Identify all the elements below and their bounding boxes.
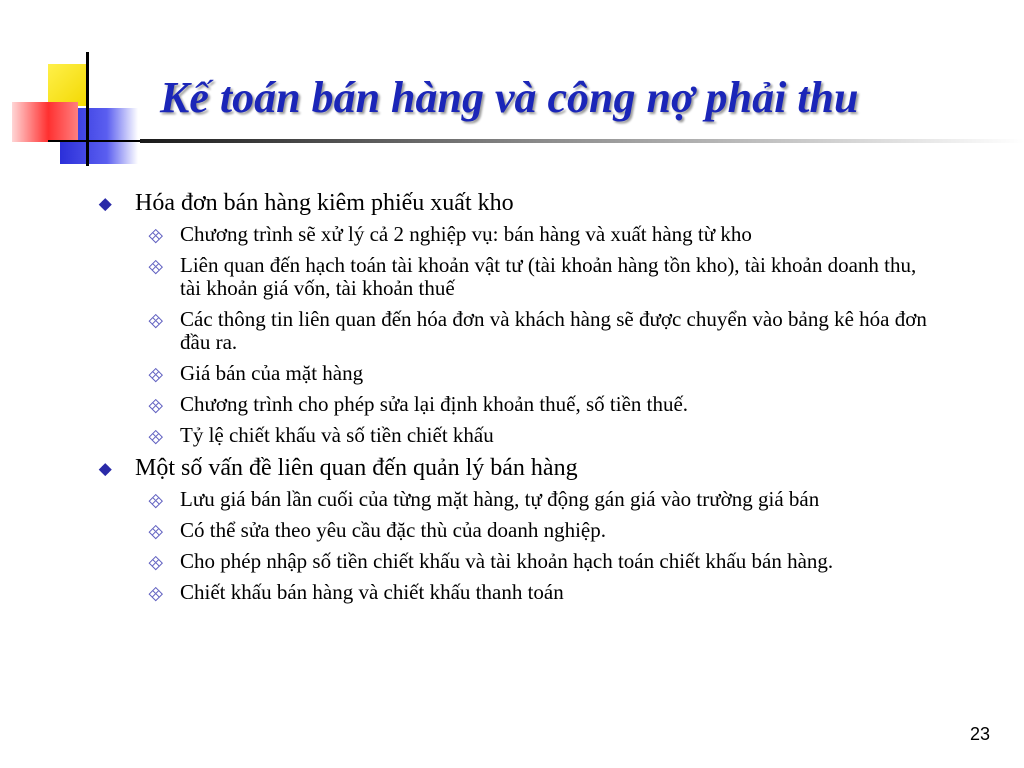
bullet-text: Hóa đơn bán hàng kiêm phiếu xuất kho [135, 190, 514, 216]
outline-diamond-bullet-icon [150, 369, 160, 379]
bullet-level2 [100, 519, 930, 542]
title-underline [140, 139, 1024, 143]
outline-diamond-bullet-icon [150, 588, 160, 598]
outline-diamond-bullet-icon [150, 400, 160, 410]
bullet-level2 [100, 581, 930, 604]
decor-vertical-line [86, 52, 89, 166]
outline-diamond-bullet-icon [150, 526, 160, 536]
bullet-text: Có thể sửa theo yêu cầu đặc thù của doanh nghiệp. [180, 518, 606, 542]
outline-diamond-bullet-icon [150, 431, 160, 441]
bullet-text: Chiết khấu bán hàng và chiết khấu thanh toán [180, 580, 564, 604]
page-number: 23 [969, 724, 990, 744]
bullet-level1 [100, 455, 930, 482]
bullet-level2 [100, 223, 930, 246]
bullet-text: Chương trình cho phép sửa lại định khoản thuế, số tiền thuế. [180, 392, 689, 416]
bullet-level2 [100, 488, 930, 511]
decor-yellow-square [48, 64, 88, 106]
title-decoration [0, 0, 150, 170]
bullet-level2 [100, 254, 930, 300]
outline-diamond-bullet-icon [150, 261, 160, 271]
bullet-text: Cho phép nhập số tiền chiết khấu và tài khoản hạch toán chiết khấu bán hàng. [180, 549, 834, 573]
bullet-level2 [100, 362, 930, 385]
bullet-level2 [100, 550, 930, 573]
bullet-level2 [100, 393, 930, 416]
bullet-text: Lưu giá bán lần cuối của từng mặt hàng, tự động gán giá vào trường giá bán [180, 487, 820, 511]
slide-title: Kế toán bán hàng và công nợ phải thu [160, 73, 859, 122]
filled-diamond-bullet-icon [100, 464, 110, 474]
outline-diamond-bullet-icon [150, 495, 160, 505]
bullet-level2 [100, 308, 930, 354]
bullet-text: Tỷ lệ chiết khấu và số tiền chiết khấu [180, 423, 494, 447]
filled-diamond-bullet-icon [100, 199, 110, 209]
bullet-text: Chương trình sẽ xử lý cả 2 nghiệp vụ: bán hàng và xuất hàng từ kho [180, 222, 752, 246]
bullet-level2 [100, 424, 930, 447]
slide-content [100, 190, 930, 612]
outline-diamond-bullet-icon [150, 315, 160, 325]
bullet-text: Các thông tin liên quan đến hóa đơn và khách hàng sẽ được chuyển vào bảng kê hóa đơn đầu ra. [180, 307, 927, 354]
outline-diamond-bullet-icon [150, 557, 160, 567]
bullet-text: Liên quan đến hạch toán tài khoản vật tư (tài khoản hàng tồn kho), tài khoản doanh thu, tài khoản giá vốn, tài khoản thuế [180, 253, 917, 300]
decor-red-square [12, 102, 78, 142]
bullet-text: Một số vấn đề liên quan đến quản lý bán hàng [135, 455, 578, 481]
bullet-text: Giá bán của mặt hàng [180, 361, 364, 385]
decor-horizontal-line [48, 140, 148, 142]
outline-diamond-bullet-icon [150, 230, 160, 240]
bullet-level1 [100, 190, 930, 217]
